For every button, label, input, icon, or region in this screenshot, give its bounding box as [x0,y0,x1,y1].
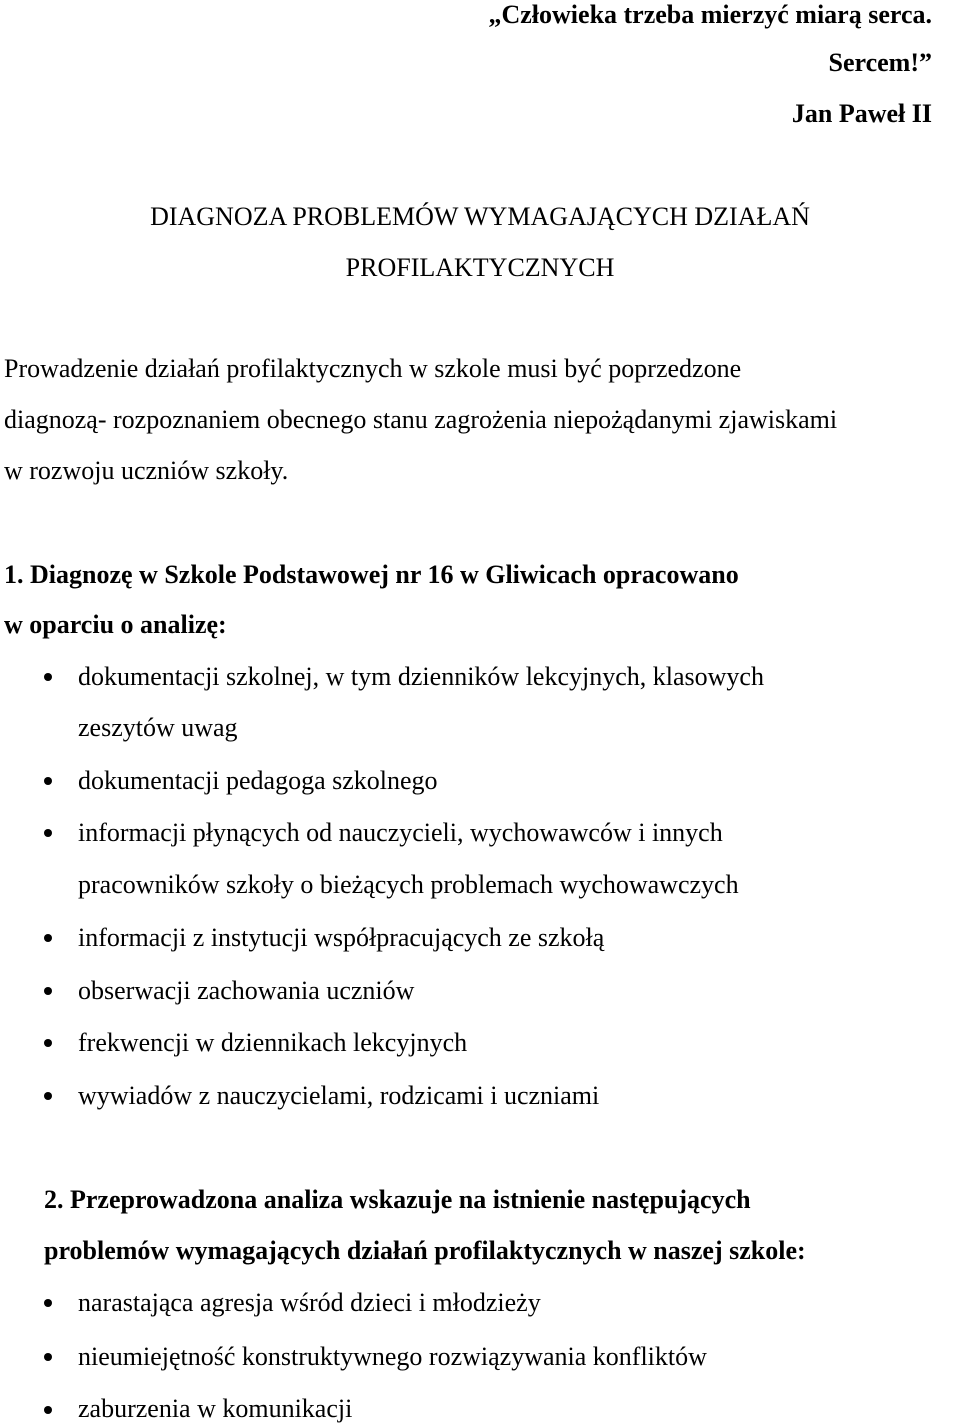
bullet-icon [44,1092,52,1100]
list-item: informacji płynących od nauczycieli, wychowawców i innych [78,818,723,847]
epigraph-author: Jan Paweł II [791,99,932,128]
list-item: narastająca agresja wśród dzieci i młodzieży [78,1288,541,1317]
list-item: zaburzenia w komunikacji [78,1394,353,1423]
bullet-icon [44,934,52,942]
bullet-icon [44,777,52,785]
intro-line-2: diagnozą- rozpoznaniem obecnego stanu zagrożenia niepożądanymi zjawiskami [4,405,838,434]
list-item: dokumentacji pedagoga szkolnego [78,766,438,795]
list-item-continuation: pracowników szkoły o bieżących problemach wychowawczych [78,870,739,899]
bullet-icon [44,987,52,995]
epigraph-line-2: Sercem!” [828,48,932,77]
bullet-icon [44,829,52,837]
list-item: nieumiejętność konstruktywnego rozwiązywania konfliktów [78,1342,707,1371]
epigraph-line-1: „Człowieka trzeba mierzyć miarą serca. [488,0,932,29]
list-item: frekwencji w dziennikach lekcyjnych [78,1028,468,1057]
bullet-icon [44,1406,52,1414]
document-title-line-1: DIAGNOZA PROBLEMÓW WYMAGAJĄCYCH DZIAŁAŃ [150,202,810,231]
document-title-line-2: PROFILAKTYCZNYCH [345,253,615,282]
list-item-continuation: zeszytów uwag [78,713,238,742]
list-item: informacji z instytucji współpracujących ze szkołą [78,923,605,952]
bullet-icon [44,1299,52,1307]
section-2-heading-line-1: 2. Przeprowadzona analiza wskazuje na istnienie następujących [44,1185,751,1214]
intro-line-1: Prowadzenie działań profilaktycznych w szkole musi być poprzedzone [4,354,742,383]
bullet-icon [44,1039,52,1047]
section-2-heading-line-2: problemów wymagających działań profilaktycznych w naszej szkole: [44,1236,806,1265]
list-item: dokumentacji szkolnej, w tym dzienników lekcyjnych, klasowych [78,662,764,691]
list-item: wywiadów z nauczycielami, rodzicami i uczniami [78,1081,600,1110]
section-1-heading-line-2: w oparciu o analizę: [4,610,227,639]
bullet-icon [44,673,52,681]
intro-line-3: w rozwoju uczniów szkoły. [4,456,289,485]
bullet-icon [44,1353,52,1361]
section-1-heading-line-1: 1. Diagnozę w Szkole Podstawowej nr 16 w Gliwicach opracowano [4,560,739,589]
list-item: obserwacji zachowania uczniów [78,976,415,1005]
